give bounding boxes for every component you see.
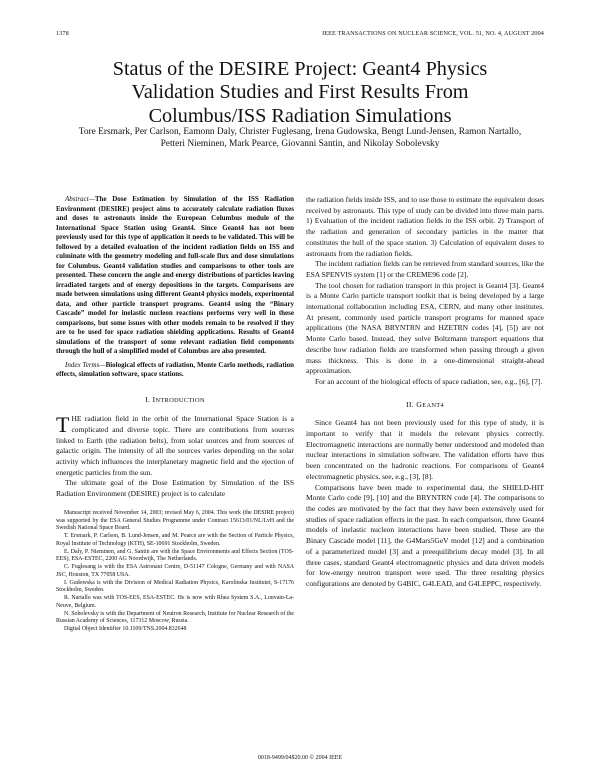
intro-paragraph-1: THE radiation field in the orbit of the International Space Station is a complicated and diverse topic. There are contributions from sources linked to Earth (the radiation belts), from solar sources and from sources of galactic origin. The intensity of all the sources varies depending on the solar activity which influences the interplanetary magnetic field and the ejection of energetic particles from the sun. (56, 412, 294, 477)
page-number: 1378 (56, 30, 69, 37)
section-heading-geant4: II. GEANT4 (406, 399, 444, 409)
footnote: R. Nartallo was with TOS-EES, ESA-ESTEC. He is now with Rhea System S.A., Louvain-La-Neuve, Belgium. (56, 595, 294, 609)
footnotes (56, 510, 294, 634)
intro-paragraph-2: The ultimate goal of the Dose Estimation by Simulation of the ISS Radiation Environment (DESIRE) project is to calculate (56, 478, 294, 499)
authors-line-2: Petteri Nieminen, Mark Pearce, Giovanni Santin, and Nikolay Sobolevsky (160, 138, 440, 149)
abstract (56, 195, 294, 357)
index-terms-label: Index Terms— (65, 360, 106, 369)
title-line-3: Columbus/ISS Radiation Simulations (148, 104, 452, 127)
authors-line-1: Tore Ersmark, Per Carlson, Eamonn Daly, Christer Fuglesang, Irena Gudowska, Bengt Lund-Jensen, Ramon Nartallo, (78, 127, 522, 137)
right-paragraph-4: For an account of the biological effects of space radiation, see, e.g., [6], [7]. (315, 376, 543, 386)
geant4-paragraph-2: Comparisons have been made to experimental data, the SHIELD-HIT Monte Carlo code [9], [10] and the BRYNTRN code [4]. The comparisons to the codes are motivated by the fact that they have been extensively used for studies of space radiation effects in the past. In each comparison, three Geant4 models of inelastic nucleon interactions have been studied. These are the Binary Cascade model [11], the G4Mars5GeV model [12] and a combination of a parameterized model [3] and a preequilibrium decay model [3]. In all three cases, standard Geant4 electromagnetic physics and data driven models for low-energy neutron transport were used. The three resulting physics configurations are denoted by G4BIC, G4LEAD, and G4LEPPC, respectively. (306, 482, 544, 588)
footnote: E. Daly, P. Nieminen, and G. Santin are with the Space Environments and Effects Section (TOS-EES), ESA-ESTEC, 2200 AG Noordwijk, The Netherlands. (56, 548, 294, 563)
abstract-text: The Dose Estimation by Simulation of the ISS Radiation Environment (DESIRE) project aims to accurately calculate radiation fluxes and doses to astronauts inside the European Columbus module of the International Space Station using Geant4. Since Geant4 has not been previously used for this type of application it needs to be validated. This will be followed by a detailed evaluation of the incident radiation fields on ISS and culminate with the geometry modeling and full-scale flux and dose simulations for Columbus. Geant4 validation studies and comparisons to other tools are presented. These concern the angle and energy distributions of particles leaving irradiated targets and of energy depositions in the targets. Comparisons are made between simulations using different Geant4 physics models, experimental data, and other particle transport programs. Geant4 using the “Binary Cascade” model for inelastic nucleon reactions performs very well in these comparisons, but some issues with other models remain to be resolved if they are to be used for space radiation shielding applications. Results of Geant4 simulations of the transport of some relevant radiation field components through the hull of a simplified model of Columbus are also presented. (56, 195, 294, 355)
right-paragraph-2: The incident radiation fields can be retrieved from standard sources, like the ESA SPENVIS system [1] or the CREME96 code [2]. (306, 259, 544, 279)
author-list (50, 127, 550, 150)
copyright-footer: 0018-9499/04$20.00 © 2004 IEEE (257, 755, 343, 761)
index-terms-text: Biological effects of radiation, Monte Carlo methods, radiation effects, simulation software, space stations. (56, 360, 294, 378)
footnote: T. Ersmark, P. Carlson, B. Lund-Jensen, and M. Pearce are with the Section of Particle Physics, Royal Institute of Technology (KTH), SE-10691 Stockholm, Sweden. (56, 533, 294, 547)
running-header (56, 30, 544, 40)
index-terms (56, 361, 294, 380)
title-line-2: Validation Studies and First Results From (131, 81, 469, 104)
title-line-1: Status of the DESIRE Project: Geant4 Physics (112, 58, 488, 80)
drop-cap: T (56, 412, 70, 438)
journal-header: IEEE TRANSACTIONS ON NUCLEAR SCIENCE, VOL. 51, NO. 4, AUGUST 2004 (322, 30, 544, 37)
right-paragraph-3: The tool chosen for radiation transport in this project is Geant4 [3]. Geant4 is a Monte Carlo particle transport toolkit that is being developed by a large international collaboration including ESA, CERN, and many other institutes. At present, commonly used particle transport programs for manned space applications (the NASA BRYNTRN and HZETRN codes [4], [5]) are not Monte Carlo based. Instead, they solve Boltzmann transport equations that describe how radiation fields are transformed when passing through a given mass thickness. This is done in a one-dimensional straight-ahead approximation. (306, 280, 544, 376)
paper-title (40, 58, 560, 128)
geant4-paragraph-1: Since Geant4 has not been previously used for this type of study, it is important to verify that it models the relevant physics correctly. Electromagnetic interactions are normally better understood and modeled than nuclear interactions in simulation software. The validation efforts have thus been concentrated on the hadronic reactions. For comparisons of Geant4 electromagnetic physics, see, e.g., [3], [8]. (306, 418, 544, 481)
footnote: I. Gudowska is with the Division of Medical Radiation Physics, Karolinska Institutet, S-17176 Stockholm, Sweden. (56, 579, 294, 594)
right-column (306, 195, 544, 590)
section-heading-introduction: I. INTRODUCTION (145, 394, 205, 404)
right-paragraph-1: the radiation fields inside ISS, and to use those to estimate the equivalent doses received by astronauts. This type of study can be divided into three main parts. 1) Evaluation of the incident radiation fields in the ISS orbit. 2) Transport of the radiation and generation of secondary particles in the matter that constitutes the hull of the space station. 3) Calculation of equivalent doses to astronauts from the radiation fields. (306, 195, 544, 258)
footnote-doi: Digital Object Identifier 10.1109/TNS.2004.832648 (64, 626, 187, 633)
footnote: N. Sobolevsky is with the Department of Neutron Research, Institute for Nuclear Research of the Russian Academy of Sciences, 117312 Moscow, Russia. (56, 610, 294, 625)
abstract-label: Abstract— (65, 195, 95, 203)
footnote: C. Fuglesang is with the ESA Astronaut Centre, D-51147 Cologne, Germany and with NASA JSC, Houston, TX 77058 USA. (56, 564, 294, 578)
footnote: Manuscript received November 14, 2003; revised May 6, 2004. This work (the DESIRE project) was supported by the ESA General Studies Programme under Contract 15613/01/NL/LvH and the Swedish National Space Board. (56, 509, 294, 532)
left-column (56, 195, 294, 634)
